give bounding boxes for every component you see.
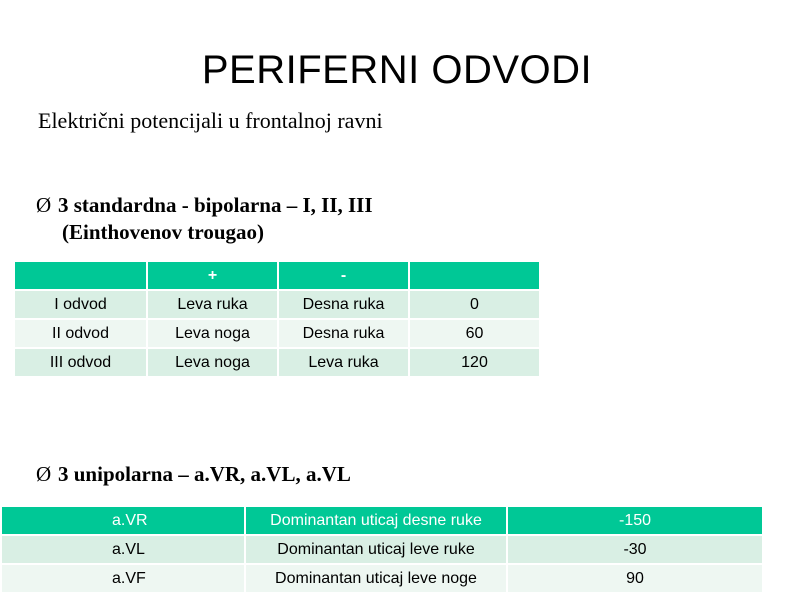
arrow-bullet-icon: Ø: [36, 193, 52, 217]
unipolar-table: [0, 505, 764, 594]
table-cell: Desna ruka: [279, 291, 408, 318]
arrow-bullet-icon: Ø: [36, 462, 52, 486]
table-cell: Leva ruka: [279, 349, 408, 376]
slide-title: PERIFERNI ODVODI: [201, 48, 593, 92]
table-row: [15, 291, 539, 318]
table-cell: 90: [508, 565, 762, 592]
table-cell: Leva noga: [148, 320, 277, 347]
table-cell: a.VR: [2, 507, 244, 534]
table-cell: II odvod: [15, 320, 146, 347]
bullet-unipolar-text: 3 unipolarna – a.VR, a.VL, a.VL: [58, 462, 351, 486]
slide-subtitle: Električni potencijali u frontalnoj ravni: [38, 108, 383, 133]
header-cell-minus: -: [279, 262, 408, 289]
table-cell: Dominantan uticaj desne ruke: [246, 507, 506, 534]
table-cell: Desna ruka: [279, 320, 408, 347]
bullet-bipolar-line2: (Einthovenov trougao): [62, 220, 265, 244]
table-cell: -30: [508, 536, 762, 563]
table-cell: 120: [410, 349, 539, 376]
table-header-row: [15, 262, 539, 289]
table-cell: Leva ruka: [148, 291, 277, 318]
table-row: [2, 565, 762, 592]
table-cell: 60: [410, 320, 539, 347]
table-cell: Leva noga: [148, 349, 277, 376]
table-cell: Dominantan uticaj leve noge: [246, 565, 506, 592]
bullet-bipolar-line1: 3 standardna - bipolarna – I, II, III: [58, 193, 373, 217]
header-cell: [410, 262, 539, 289]
table-row: [15, 320, 539, 347]
table-cell: 0: [410, 291, 539, 318]
table-cell: a.VL: [2, 536, 244, 563]
bullet-unipolar: [36, 461, 351, 488]
table-cell: -150: [508, 507, 762, 534]
table-cell: I odvod: [15, 291, 146, 318]
bipolar-table: [13, 260, 541, 378]
table-row: [2, 507, 762, 534]
table-cell: III odvod: [15, 349, 146, 376]
header-cell-plus: +: [148, 262, 277, 289]
table-cell: Dominantan uticaj leve ruke: [246, 536, 506, 563]
header-cell: [15, 262, 146, 289]
bullet-bipolar: [36, 192, 373, 246]
table-row: [2, 536, 762, 563]
table-cell: a.VF: [2, 565, 244, 592]
table-row: [15, 349, 539, 376]
